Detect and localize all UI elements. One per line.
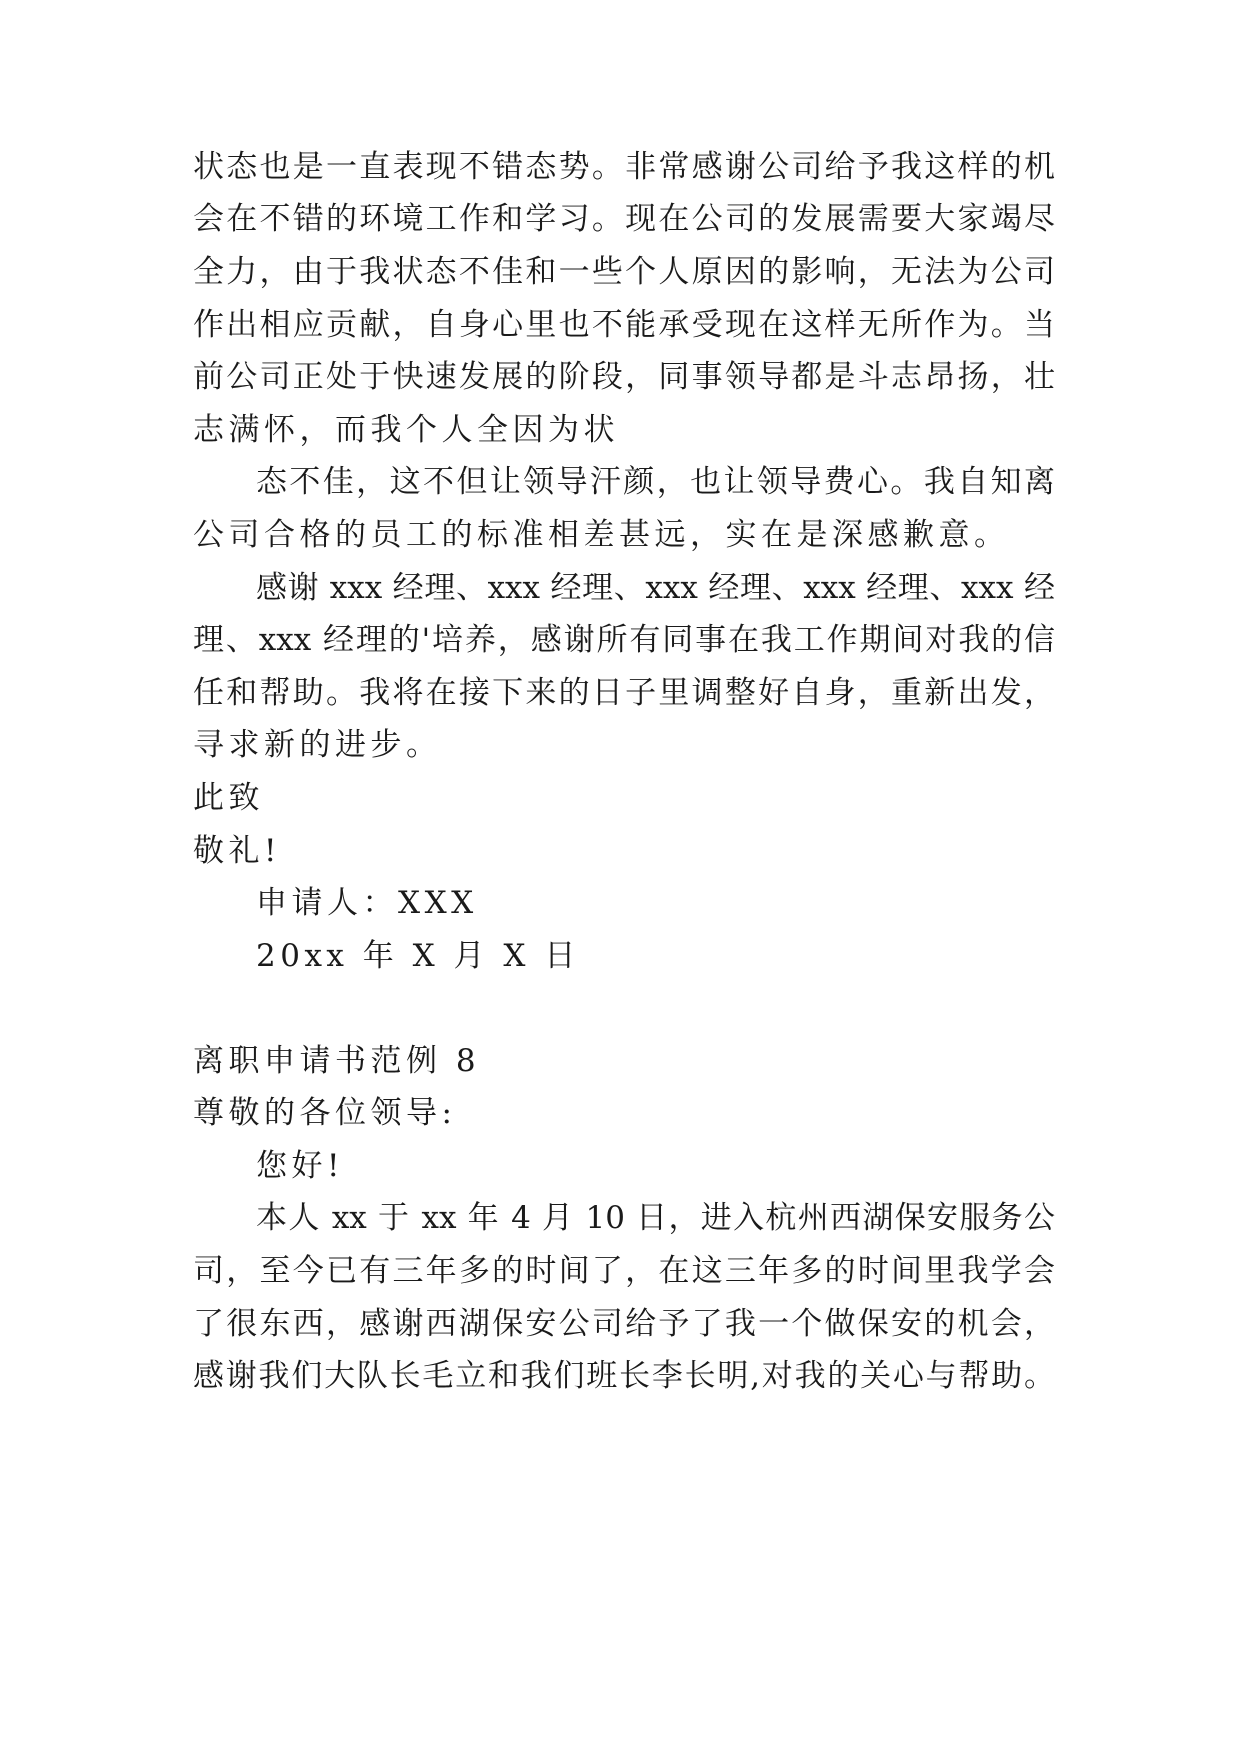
body-text-line: 前公司正处于快速发展的阶段，同事领导都是斗志昂扬，壮 xyxy=(193,359,1055,395)
body-text-line: 感谢 xxx 经理、xxx 经理、xxx 经理、xxx 经理、xxx 经 xyxy=(256,570,1055,606)
greeting-hello: 您好! xyxy=(256,1148,344,1184)
body-text-line: 会在不错的环境工作和学习。现在公司的发展需要大家竭尽 xyxy=(193,201,1055,237)
body-text-line: 司，至今已有三年多的时间了，在这三年多的时间里我学会 xyxy=(193,1253,1055,1289)
body-text-line: 了很东西，感谢西湖保安公司给予了我一个做保安的机会， xyxy=(193,1306,1055,1342)
closing-line: 此致 xyxy=(193,780,264,816)
applicant-signature: 申请人：XXX xyxy=(256,885,478,921)
body-text-line: 任和帮助。我将在接下来的日子里调整好自身，重新出发， xyxy=(193,675,1055,711)
body-text-line: 寻求新的进步。 xyxy=(193,727,442,763)
body-text-line: 本人 xx 于 xx 年 4 月 10 日，进入杭州西湖保安服务公 xyxy=(256,1200,1055,1236)
body-text-line: 作出相应贡献，自身心里也不能承受现在这样无所作为。当 xyxy=(193,307,1055,343)
body-text-line: 志满怀，而我个人全因为状 xyxy=(193,412,619,448)
body-text-line: 态不佳，这不但让领导汗颜，也让领导费心。我自知离 xyxy=(256,464,1055,500)
body-text-line: 感谢我们大队长毛立和我们班长李长明,对我的关心与帮助。 xyxy=(193,1358,1055,1394)
greeting-line: 尊敬的各位领导: xyxy=(193,1095,457,1131)
body-text-line: 理、xxx 经理的'培养，感谢所有同事在我工作期间对我的信 xyxy=(193,622,1055,658)
section-title: 离职申请书范例 8 xyxy=(193,1043,481,1079)
signature-date: 20xx 年 X 月 X 日 xyxy=(256,938,580,974)
body-text-line: 公司合格的员工的标准相差甚远，实在是深感歉意。 xyxy=(193,517,1010,553)
body-text-line: 全力，由于我状态不佳和一些个人原因的影响，无法为公司 xyxy=(193,254,1055,290)
body-text-line: 状态也是一直表现不错态势。非常感谢公司给予我这样的机 xyxy=(193,149,1055,185)
closing-salutation: 敬礼! xyxy=(193,833,281,869)
